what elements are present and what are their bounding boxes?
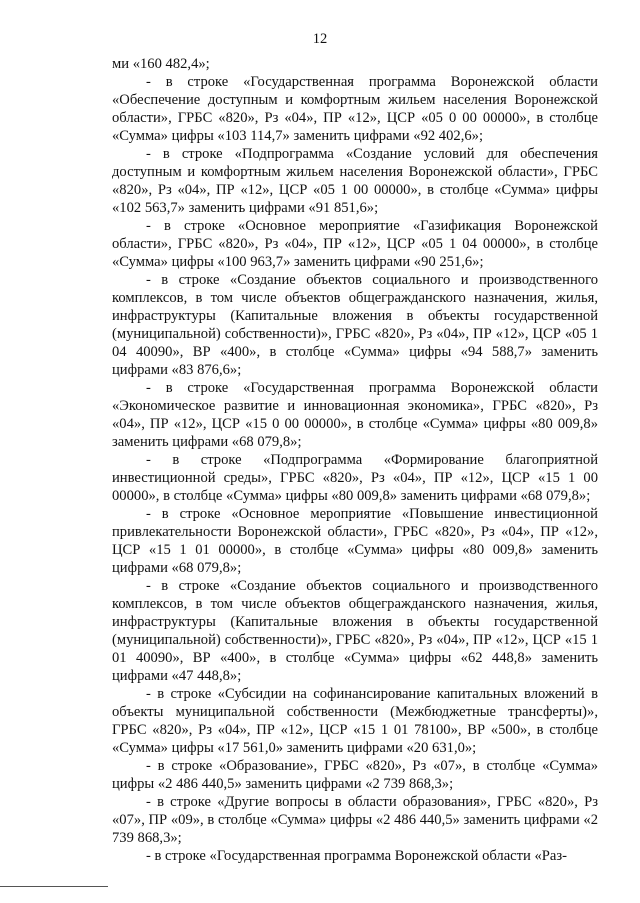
paragraph-housing-subprogram: - в строке «Подпрограмма «Создание условий для обеспечения доступным и комфортным жильем населения Воронежской области», ГРБС «820», Рз «04», ПР «12», ЦСР «05 1 00 00000», в столбце «Сумма» цифры «102 563,7» заменить цифрами «91 851,6»; <box>112 146 598 216</box>
paragraph-education: - в строке «Образование», ГРБС «820», Рз «07», в столбце «Сумма» цифры «2 486 440,5» заменить цифрами «2 739 868,3»; <box>112 758 598 792</box>
paragraph-capital-investments-2: - в строке «Создание объектов социального и производственного комплексов, в том числе объектов общегражданского назначения, жилья, инфраструктуры (Капитальные вложения в объекты государственной (муниципальной) собственности)», ГРБС «820», Рз «04», ПР «12», ЦСР «15 1 01 40090», ВР «400», в столбце «Сумма» цифры «62 448,8» заменить цифрами «47 448,8»; <box>112 578 598 684</box>
paragraph-subsidies: - в строке «Субсидии на софинансирование капитальных вложений в объекты муниципальной собственности (Межбюджетные трансферты)», ГРБС «820», Рз «04», ПР «12», ЦСР «15 1 01 78100», ВР «500», в столбце «Сумма» цифры «17 561,0» заменить цифрами «20 631,0»; <box>112 686 598 756</box>
paragraph-development-program: - в строке «Государственная программа Воронежской области «Раз- <box>146 848 568 864</box>
paragraph-continuation: ми «160 482,4»; <box>112 56 210 72</box>
footer-rule <box>0 886 108 887</box>
paragraph-capital-investments-1: - в строке «Создание объектов социального и производственного комплексов, в том числе объектов общегражданского назначения, жилья, инфраструктуры (Капитальные вложения в объекты государственной (муниципальной) собственности)», ГРБС «820», Рз «04», ПР «12», ЦСР «05 1 04 40090», ВР «400», в столбце «Сумма» цифры «94 588,7» заменить цифрами «83 876,6»; <box>112 272 598 378</box>
paragraph-other-education: - в строке «Другие вопросы в области образования», ГРБС «820», Рз «07», ПР «09», в столбце «Сумма» цифры «2 486 440,5» заменить цифрами «2 739 868,3»; <box>112 794 598 846</box>
document-body <box>112 55 598 865</box>
paragraph-investment-subprogram: - в строке «Подпрограмма «Формирование благоприятной инвестиционной среды», ГРБС «820», Рз «04», ПР «12», ЦСР «15 1 00 00000», в столбце «Сумма» цифры «80 009,8» заменить цифрами «68 079,8»; <box>112 452 598 504</box>
paragraph-investment-attractiveness: - в строке «Основное мероприятие «Повышение инвестиционной привлекательности Воронежской области», ГРБС «820», Рз «04», ПР «12», ЦСР «15 1 01 00000», в столбце «Сумма» цифры «80 009,8» заменить цифрами «68 079,8»; <box>112 506 598 576</box>
paragraph-housing-program: - в строке «Государственная программа Воронежской области «Обеспечение доступным и комфортным жильем населения Воронежской области», ГРБС «820», Рз «04», ПР «12», ЦСР «05 0 00 00000», в столбце «Сумма» цифры «103 114,7» заменить цифрами «92 402,6»; <box>112 74 598 144</box>
page-number: 12 <box>312 31 328 47</box>
paragraph-economic-program: - в строке «Государственная программа Воронежской области «Экономическое развитие и инновационная экономика», ГРБС «820», Рз «04», ПР «12», ЦСР «15 0 00 00000», в столбце «Сумма» цифры «80 009,8» заменить цифрами «68 079,8»; <box>112 380 598 450</box>
paragraph-gasification: - в строке «Основное мероприятие «Газификация Воронежской области», ГРБС «820», Рз «04», ПР «12», ЦСР «05 1 04 00000», в столбце «Сумма» цифры «100 963,7» заменить цифрами «90 251,6»; <box>112 218 598 270</box>
